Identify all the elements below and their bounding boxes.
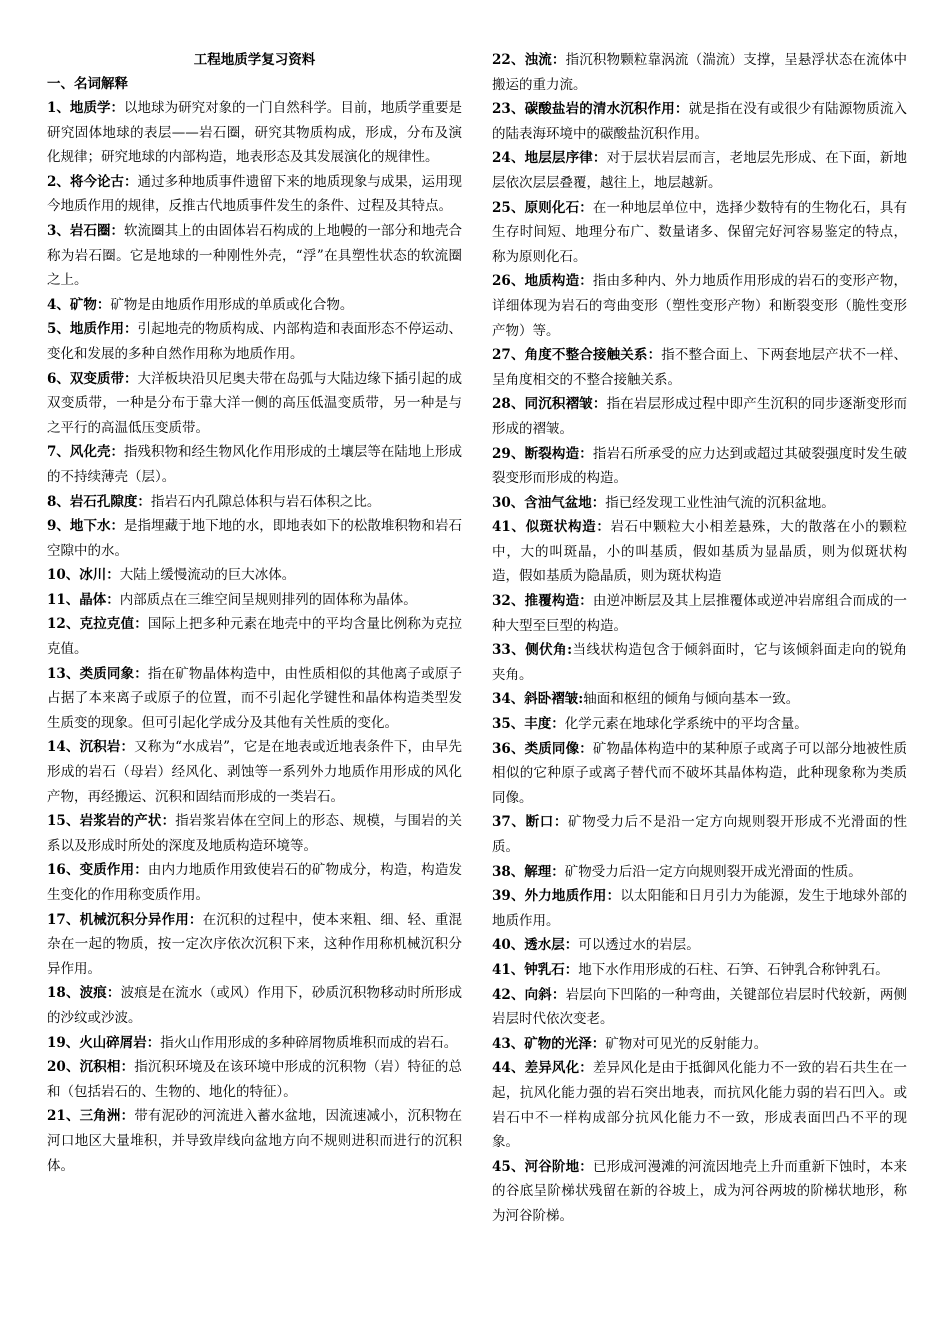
glossary-definition: 指火山作用形成的多种碎屑物质堆积而成的岩石。 <box>160 1034 458 1051</box>
glossary-entry <box>492 737 907 811</box>
glossary-definition: 矿物受力后不是沿一定方向规则裂开形成不光滑面的性质。 <box>492 814 907 855</box>
glossary-entry <box>492 933 907 958</box>
glossary-definition: 通过多种地质事件遗留下来的地质现象与成果，运用现今地质作用的规律，反推古代地质事件发生的条件、过程及其特点。 <box>47 173 463 215</box>
glossary-term: 14、沉积岩： <box>47 739 135 756</box>
glossary-term: 11、晶体： <box>47 591 120 608</box>
glossary-entry <box>492 392 907 441</box>
glossary-term: 19、火山碎屑岩： <box>47 1034 161 1051</box>
glossary-definition: 指在矿物晶体构造中，由性质相似的其他离子或原子占据了本来离子或原子的位置，而不引起化学键性和晶体构造类型发生质变的现象。但可引起化学成分及其他有关性质的变化。 <box>47 665 462 731</box>
glossary-term: 40、透水层： <box>492 937 579 954</box>
glossary-term: 33、侧伏角: <box>492 642 573 659</box>
glossary-entry <box>492 343 907 392</box>
glossary-term: 5、地质作用： <box>47 321 138 338</box>
glossary-definition: 以太阳能和日月引力为能源，发生于地球外部的地质作用。 <box>492 888 907 929</box>
glossary-definition: 指岩石内孔隙总体积与岩石体积之比。 <box>150 493 381 510</box>
glossary-definition: 地下水作用形成的石柱、石笋、石钟乳合称钟乳石。 <box>578 961 889 978</box>
glossary-entry <box>47 858 462 907</box>
glossary-definition: 矿物对可见光的反射能力。 <box>605 1035 768 1052</box>
glossary-definition: 大洋板块沿贝尼奥夫带在岛弧与大陆边缘下插引起的成双变质带，一种是分布于靠大洋一侧的高压低温变质带，另一种是与之平行的高温低压变质带。 <box>47 370 463 436</box>
glossary-entry <box>47 490 462 515</box>
glossary-term: 43、矿物的光泽： <box>492 1035 606 1052</box>
glossary-entry <box>492 97 907 146</box>
glossary-entry <box>47 809 462 858</box>
glossary-term: 45、河谷阶地： <box>492 1158 593 1175</box>
glossary-term: 44、差异风化： <box>492 1060 593 1077</box>
glossary-term: 7、风化壳： <box>47 444 125 461</box>
glossary-term: 15、岩浆岩的产状： <box>47 813 176 830</box>
glossary-term: 8、岩石孔隙度： <box>47 493 151 510</box>
glossary-term: 18、波痕： <box>47 985 121 1002</box>
right-column <box>492 48 907 1229</box>
glossary-term: 9、地下水： <box>47 518 125 535</box>
left-column <box>47 48 462 1178</box>
glossary-definition: 又称为“水成岩”，它是在地表或近地表条件下，由早先形成的岩石（母岩）经风化、剥蚀等一系列外力地质作用形成的风化产物，再经搬运、沉积和固结而形成的一类岩石。 <box>47 739 462 805</box>
glossary-entry <box>492 1155 907 1229</box>
glossary-entry <box>47 908 462 982</box>
glossary-definition: 当线状构造包含于倾斜面时，它与该倾斜面走向的锐角夹角。 <box>492 642 908 683</box>
glossary-entry <box>47 563 462 588</box>
glossary-term: 41、似斑状构造： <box>492 519 611 536</box>
glossary-definition: 软流圈其上的由固体岩石构成的上地幔的一部分和地壳合称为岩石圈。它是地球的一种刚性外壳，“浮”在具塑性状态的软流圈之上。 <box>47 222 462 289</box>
glossary-entry <box>47 588 462 613</box>
glossary-term: 37、断口： <box>492 814 569 831</box>
right-entry-list <box>492 48 907 1229</box>
glossary-term: 41、钟乳石： <box>492 961 579 978</box>
glossary-entry <box>47 612 462 661</box>
glossary-term: 21、三角洲： <box>47 1108 135 1125</box>
glossary-entry <box>492 515 907 589</box>
glossary-entry <box>47 1031 462 1056</box>
glossary-entry <box>492 712 907 737</box>
glossary-definition: 带有泥砂的河流进入蓄水盆地，因流速减小，沉积物在河口地区大量堆积，并导致岸线向盆地方向不规则进积而进行的沉积体。 <box>47 1108 462 1174</box>
glossary-definition: 岩石中颗粒大小相差悬殊，大的散落在小的颗粒中，大的叫斑晶，小的叫基质，假如基质为显晶质，则为似斑状构造，假如基质为隐晶质，则为斑状构造 <box>492 519 908 585</box>
glossary-entry <box>492 687 907 712</box>
glossary-definition: 轴面和枢纽的倾角与倾向基本一致。 <box>583 691 800 708</box>
glossary-entry <box>492 442 907 491</box>
glossary-entry <box>47 440 462 489</box>
glossary-definition: 国际上把多种元素在地壳中的平均含量比例称为克拉克值。 <box>47 616 462 658</box>
glossary-term: 39、外力地质作用： <box>492 888 621 905</box>
glossary-entry <box>492 269 907 343</box>
glossary-definition: 在沉积的过程中，使本来粗、细、轻、重混杂在一起的物质，按一定次序依次沉积下来，这种作用称机械沉积分异作用。 <box>47 911 462 977</box>
glossary-entry <box>47 1055 462 1104</box>
glossary-term: 17、机械沉积分异作用： <box>47 911 203 928</box>
glossary-entry <box>492 48 907 97</box>
glossary-term: 24、地层层序律： <box>492 150 607 167</box>
glossary-definition: 内部质点在三维空间呈规则排列的固体称为晶体。 <box>119 591 417 608</box>
glossary-entry <box>47 662 462 736</box>
glossary-entry <box>492 1056 907 1154</box>
glossary-entry <box>492 491 907 516</box>
glossary-term: 22、浊流： <box>492 52 566 68</box>
glossary-term: 27、角度不整合接触关系： <box>492 347 662 364</box>
glossary-entry <box>47 170 462 219</box>
glossary-definition: 指残积物和经生物风化作用形成的土壤层等在陆地上形成的不持续薄壳（层）。 <box>47 444 462 485</box>
glossary-definition: 在一种地层单位中，选择少数特有的生物化石，具有生存时间短、地理分布广、数量诸多、保留完好河容易鉴定的特点，称为原则化石。 <box>492 199 907 265</box>
glossary-entry <box>492 958 907 983</box>
glossary-term: 26、地质构造： <box>492 273 593 290</box>
glossary-term: 20、沉积相： <box>47 1059 135 1076</box>
glossary-term: 29、断裂构造： <box>492 445 593 462</box>
glossary-definition: 是指埋藏于地下地的水，即地表如下的松散堆积物和岩石空隙中的水。 <box>47 518 462 559</box>
glossary-entry <box>47 317 462 366</box>
glossary-entry <box>47 735 462 809</box>
glossary-term: 36、类质同像： <box>492 740 593 757</box>
glossary-entry <box>492 983 907 1032</box>
glossary-term: 10、冰川： <box>47 567 120 584</box>
glossary-entry <box>47 981 462 1030</box>
glossary-definition: 由逆冲断层及其上层推覆体或逆冲岩席组合而成的一种大型至巨型的构造。 <box>492 593 907 634</box>
glossary-definition: 指岩石所承受的应力达到或超过其破裂强度时发生破裂变形而形成的构造。 <box>492 445 907 487</box>
glossary-term: 1、地质学： <box>47 100 125 116</box>
glossary-entry <box>492 810 907 859</box>
glossary-definition: 以地球为研究对象的一门自然科学。目前，地质学重要是研究固体地球的表层——岩石圈，研究其物质构成，形成，分布及演化规律；研究地球的内部构造，地表形态及其发展演化的规律性。 <box>47 100 462 166</box>
glossary-term: 42、向斜： <box>492 986 566 1003</box>
glossary-term: 3、岩石圈： <box>47 222 125 239</box>
glossary-entry <box>47 367 462 441</box>
glossary-term: 2、将今论古： <box>47 173 138 190</box>
glossary-term: 35、丰度： <box>492 716 565 733</box>
glossary-entry <box>492 1032 907 1057</box>
glossary-definition: 可以透过水的岩层。 <box>578 937 700 954</box>
glossary-term: 23、碳酸盐岩的清水沉积作用： <box>492 101 689 118</box>
glossary-definition: 指由多种内、外力地质作用形成的岩石的变形产物，详细体现为岩石的弯曲变形（塑性变形产物）和断裂变形（脆性变形产物）等。 <box>492 273 907 339</box>
glossary-term: 28、同沉积褶皱： <box>492 396 607 413</box>
glossary-definition: 岩层向下凹陷的一种弯曲，关键部位岩层时代较新，两侧岩层时代依次变老。 <box>492 986 908 1028</box>
glossary-definition: 指在岩层形成过程中即产生沉积的同步逐渐变形而形成的褶皱。 <box>492 396 907 437</box>
glossary-definition: 矿物受力后沿一定方向规则裂开成光滑面的性质。 <box>564 863 862 880</box>
glossary-term: 6、双变质带： <box>47 370 138 387</box>
glossary-entry <box>47 293 462 318</box>
glossary-definition: 矿物是由地质作用形成的单质或化合物。 <box>110 296 354 313</box>
glossary-term: 12、克拉克值： <box>47 616 148 633</box>
glossary-term: 30、含油气盆地： <box>492 494 606 511</box>
left-entry-list <box>47 96 462 1178</box>
glossary-term: 4、矿物： <box>47 296 111 313</box>
glossary-term: 34、斜卧褶皱: <box>492 691 584 708</box>
glossary-term: 32、推覆构造： <box>492 593 593 610</box>
glossary-entry <box>492 860 907 885</box>
glossary-definition: 引起地壳的物质构成、内部构造和表面形态不停运动、变化和发展的多种自然作用称为地质作用。 <box>47 321 463 362</box>
glossary-definition: 由内力地质作用致使岩石的矿物成分，构造，构造发生变化的作用称变质作用。 <box>47 862 462 903</box>
glossary-definition: 就是指在没有或很少有陆源物质流入的陆表海环境中的碳酸盐沉积作用。 <box>492 101 907 142</box>
glossary-entry <box>492 884 907 933</box>
document-title: 工程地质学复习资料 <box>193 52 316 68</box>
glossary-definition: 差异风化是由于抵御风化能力不一致的岩石共生在一起，抗风化能力强的岩石突出地表，而抗风化能力弱的岩石凹入。或岩石中不一样构成部分抗风化能力不一致，形成表面凹凸不平的现象。 <box>492 1060 907 1151</box>
glossary-definition: 指不整合面上、下两套地层产状不一样、呈角度相交的不整合接触关系。 <box>492 347 907 388</box>
glossary-entry <box>492 589 907 638</box>
glossary-entry <box>47 96 462 170</box>
glossary-entry <box>47 219 462 293</box>
glossary-entry <box>492 146 907 195</box>
glossary-definition: 指岩浆岩体在空间上的形态、规模，与围岩的关系以及形成时所处的深度及地质构造环境等。 <box>47 813 462 854</box>
glossary-definition: 指已经发现工业性油气流的沉积盆地。 <box>605 494 835 511</box>
glossary-definition: 化学元素在地球化学系统中的平均含量。 <box>564 716 808 733</box>
glossary-definition: 矿物晶体构造中的某种原子或离子可以部分地被性质相似的它种原子或离子替代而不破坏其晶体构造，此种现象称为类质同像。 <box>492 740 907 806</box>
glossary-term: 13、类质同象： <box>47 665 148 682</box>
glossary-definition: 已形成河漫滩的河流因地壳上升而重新下蚀时，本来的谷底呈阶梯状残留在新的谷坡上，成为河谷两坡的阶梯状地形，称为河谷阶梯。 <box>492 1158 907 1224</box>
glossary-entry <box>47 514 462 563</box>
glossary-term: 16、变质作用： <box>47 862 148 879</box>
glossary-term: 25、原则化石： <box>492 199 593 216</box>
glossary-entry <box>47 1104 462 1178</box>
glossary-definition: 大陆上缓慢流动的巨大冰体。 <box>119 567 296 584</box>
glossary-definition: 指沉积环境及在该环境中形成的沉积物（岩）特征的总和（包括岩石的、生物的、地化的特征）。 <box>47 1059 462 1100</box>
glossary-definition: 波痕是在流水（或风）作用下，砂质沉积物移动时所形成的沙纹或沙波。 <box>47 985 463 1026</box>
section-heading: 一、名词解释 <box>47 76 128 92</box>
glossary-definition: 指沉积物颗粒靠涡流（湍流）支撑，呈悬浮状态在流体中搬运的重力流。 <box>492 52 908 93</box>
glossary-term: 38、解理： <box>492 863 565 880</box>
glossary-entry <box>492 196 907 270</box>
glossary-entry <box>492 638 907 687</box>
glossary-definition: 对于层状岩层而言，老地层先形成、在下面，新地层依次层层叠覆，越往上，地层越新。 <box>492 150 907 191</box>
